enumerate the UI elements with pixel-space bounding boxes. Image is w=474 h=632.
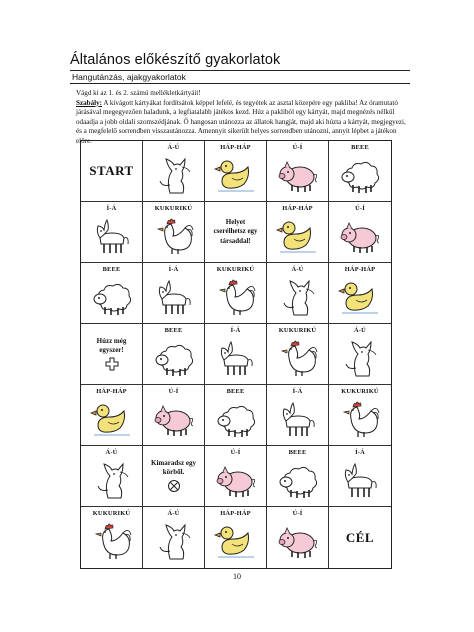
cell-sound-label: HÁP-HÁP bbox=[220, 144, 251, 151]
duck-icon bbox=[90, 399, 134, 439]
page-number: 10 bbox=[233, 572, 241, 581]
pig-icon bbox=[276, 155, 320, 195]
page-subtitle: Hangutánzás, ajakgyakorlatok bbox=[72, 72, 186, 82]
donkey-icon bbox=[276, 399, 320, 439]
cell-sound-label: Í-Á bbox=[106, 205, 117, 212]
cell-sound-label: HÁP-HÁP bbox=[220, 510, 251, 517]
board-cell bbox=[143, 446, 205, 507]
board-cell bbox=[205, 507, 267, 568]
cell-note bbox=[81, 337, 142, 371]
game-board bbox=[80, 140, 392, 569]
board-cell bbox=[329, 446, 391, 507]
rule-text: A kivágott kártyákat fordítsátok képpel lefelé, és tegyétek az asztal közepére egy pakliba! Az óramutató járásával megegyezően haladunk, a legfiatalabb játékos kezd. Húz a pakliból egy kártyát, majd megnézés nélkül odaadja a jobb oldali szomszédjának. Ő hangosan utánozza az állatok hangját, majd aki húzta a kártyát, megjegyezi, és a megfelelő sorrendben visszautánozza. Amennyit sikerült helyes sorrendben utánozni, annyit lépbet a játékon előre. bbox=[76, 98, 406, 145]
pig-icon bbox=[276, 521, 320, 561]
board-cell bbox=[143, 263, 205, 324]
cell-sound-label: Á-Ú bbox=[354, 327, 366, 334]
cell-sound-label: KUKURIKÚ bbox=[278, 327, 317, 334]
instructions bbox=[76, 89, 406, 146]
cell-sound-label: Ú-Í bbox=[292, 144, 303, 151]
duck-icon bbox=[338, 277, 382, 317]
board-cell bbox=[267, 507, 329, 568]
wolf-icon bbox=[152, 155, 196, 195]
rooster-icon bbox=[90, 521, 134, 561]
rooster-icon bbox=[152, 216, 196, 256]
pig-icon bbox=[338, 216, 382, 256]
cell-sound-label: Í-Á bbox=[230, 327, 241, 334]
cell-big-text: CÉL bbox=[345, 529, 375, 545]
wolf-icon bbox=[276, 277, 320, 317]
duck-icon bbox=[214, 155, 258, 195]
pig-icon bbox=[152, 399, 196, 439]
board-cell bbox=[267, 141, 329, 202]
donkey-icon bbox=[214, 338, 258, 378]
board-cell bbox=[205, 263, 267, 324]
board-cell bbox=[81, 446, 143, 507]
cell-sound-label: HÁP-HÁP bbox=[96, 388, 127, 395]
board-cell bbox=[205, 385, 267, 446]
cell-sound-label: Ú-Í bbox=[230, 449, 241, 456]
board-cell bbox=[205, 446, 267, 507]
cell-sound-label: Á-Ú bbox=[105, 449, 118, 456]
board-cell bbox=[267, 263, 329, 324]
page-title: Általános előkészítő gyakorlatok bbox=[70, 52, 281, 68]
board-cell bbox=[143, 385, 205, 446]
title-rule bbox=[70, 70, 410, 71]
duck-icon bbox=[276, 216, 320, 256]
subtitle-rule bbox=[70, 83, 410, 84]
pig-icon bbox=[214, 460, 258, 500]
cell-sound-label: BEEE bbox=[226, 388, 245, 395]
cell-sound-label: Ú-Í bbox=[292, 510, 303, 517]
cell-sound-label: BEEE bbox=[288, 449, 307, 456]
sheep-icon bbox=[214, 399, 258, 439]
board-cell bbox=[329, 141, 391, 202]
rooster-icon bbox=[338, 399, 382, 439]
cell-sound-label: Á-Ú bbox=[167, 144, 180, 151]
cell-sound-label: Ú-Í bbox=[168, 388, 179, 395]
cross-icon bbox=[167, 479, 181, 493]
cell-sound-label: KUKURIKÚ bbox=[92, 510, 131, 517]
plus-icon bbox=[105, 357, 119, 371]
instructions-line: Vágd ki az 1. és 2. számú mellékletkártyáit! bbox=[76, 89, 201, 97]
cell-sound-label: Á-Ú bbox=[167, 510, 180, 517]
sheep-icon bbox=[338, 155, 382, 195]
rooster-icon bbox=[214, 277, 258, 317]
cell-sound-label: BEEE bbox=[102, 266, 121, 273]
rule-label: Szabály: bbox=[76, 98, 103, 107]
wolf-icon bbox=[152, 521, 196, 561]
cell-sound-label: Á-Ú bbox=[291, 266, 304, 273]
duck-icon bbox=[214, 521, 258, 561]
board-cell bbox=[329, 202, 391, 263]
board-cell bbox=[143, 141, 205, 202]
board-cell bbox=[329, 263, 391, 324]
cell-sound-label: Í-Á bbox=[355, 449, 365, 456]
board-cell bbox=[329, 507, 391, 568]
board-cell bbox=[143, 324, 205, 385]
board-cell bbox=[267, 202, 329, 263]
donkey-icon bbox=[152, 277, 196, 317]
sheep-icon bbox=[276, 460, 320, 500]
board-cell bbox=[329, 324, 391, 385]
donkey-icon bbox=[338, 460, 382, 500]
rooster-icon bbox=[276, 338, 320, 378]
board-cell bbox=[205, 141, 267, 202]
board-cell bbox=[267, 385, 329, 446]
cell-sound-label: Í-Á bbox=[292, 388, 303, 395]
cell-sound-label: Í-Á bbox=[168, 266, 179, 273]
board-cell bbox=[81, 507, 143, 568]
wolf-icon bbox=[90, 460, 134, 500]
board-cell bbox=[267, 446, 329, 507]
board-cell bbox=[205, 202, 267, 263]
cell-note bbox=[143, 459, 204, 493]
board-cell bbox=[329, 385, 391, 446]
board-cell bbox=[81, 263, 143, 324]
cell-big-text: START bbox=[89, 163, 134, 178]
board-cell bbox=[205, 324, 267, 385]
board-cell bbox=[81, 141, 143, 202]
board-cell bbox=[81, 385, 143, 446]
wolf-icon bbox=[338, 338, 382, 378]
donkey-icon bbox=[90, 216, 134, 256]
sheep-icon bbox=[152, 338, 196, 378]
sheep-icon bbox=[90, 277, 134, 317]
cell-sound-label: KUKURIKÚ bbox=[154, 205, 193, 212]
cell-sound-label: Ú-Í bbox=[355, 205, 365, 212]
board-cell bbox=[81, 202, 143, 263]
board-cell bbox=[143, 507, 205, 568]
cell-sound-label: KUKURIKÚ bbox=[341, 388, 379, 395]
cell-note-text: Kimaradsz egy körből. bbox=[151, 458, 196, 476]
cell-note-text: Húzz még egyszer! bbox=[96, 336, 127, 354]
board-cell bbox=[81, 324, 143, 385]
board-cell bbox=[267, 324, 329, 385]
cell-sound-label: BEEE bbox=[351, 144, 369, 151]
cell-note-text: Helyet cserélhetsz egy társaddal! bbox=[213, 218, 258, 245]
cell-sound-label: HÁP-HÁP bbox=[344, 266, 376, 273]
cell-note bbox=[205, 218, 266, 245]
cell-sound-label: KUKURIKÚ bbox=[216, 266, 255, 273]
cell-sound-label: HÁP-HÁP bbox=[282, 205, 313, 212]
cell-sound-label: BEEE bbox=[164, 327, 183, 334]
board-cell bbox=[143, 202, 205, 263]
